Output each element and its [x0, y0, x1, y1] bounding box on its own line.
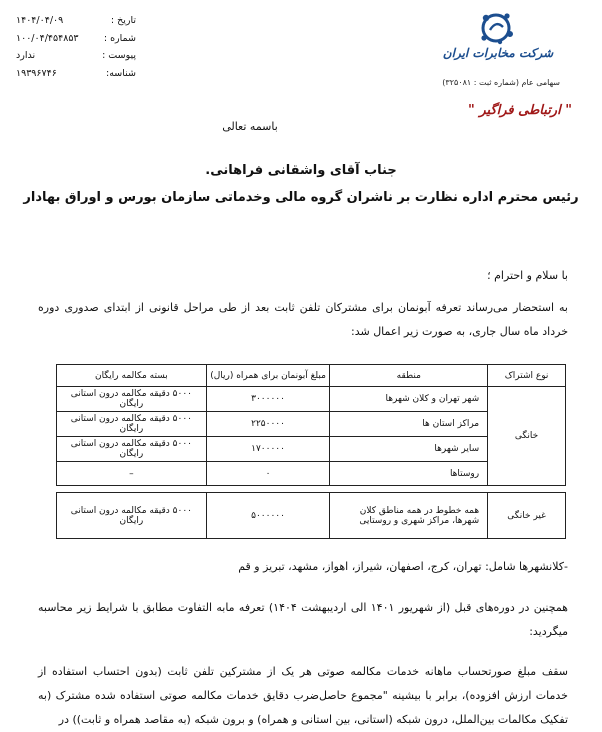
meta-date-label: تاریخ :: [110, 15, 136, 26]
table-row: [57, 493, 566, 539]
meta-number-value: ۱۰۰/۰۴/۴۵۴۸۵۳: [16, 32, 79, 44]
meta-id: [16, 65, 136, 83]
package-cell: ۵۰۰۰ دقیقه مکالمه درون استانی رایگان: [57, 412, 207, 437]
home-type-cell: خانگی: [488, 387, 566, 486]
region-cell: شهر تهران و کلان شهرها: [330, 387, 488, 412]
header-region: منطقه: [330, 365, 488, 387]
letter-meta: [16, 12, 136, 82]
package-cell: ۵۰۰۰ دقیقه مکالمه درون استانی رایگان: [57, 387, 207, 412]
company-name: شرکت مخابرات ایران: [442, 46, 554, 60]
recipient-title: رئیس محترم اداره نظارت بر ناشران گروه مالی وخدماتی سازمان بورس و اوراق بهادار: [23, 190, 579, 205]
amount-cell: ۵۰۰۰۰۰۰: [206, 493, 330, 539]
program-slogan: " ارتباطی فراگیر ": [468, 103, 572, 118]
meta-attachment-label: پیوست :: [102, 50, 136, 61]
company-registration: سهامی عام (شماره ثبت : ۳۲۵۰۸۱): [442, 78, 560, 87]
region-cell: مراکز استان ها: [330, 412, 488, 437]
previous-periods-paragraph: همچنین در دوره‌های قبل (از شهریور ۱۴۰۱ الی اردیبهشت ۱۴۰۴) تعرفه مابه التفاوت مطابق با شرایط زیر محاسبه میگردید:: [38, 601, 568, 638]
table-separator: [57, 486, 566, 493]
meta-date-value: ۱۴۰۴/۰۴/۰۹: [16, 15, 64, 26]
intro-paragraph: به استحضار می‌رساند تعرفه آبونمان برای مشترکان تلفن ثابت بعد از طی مراحل قانونی از ابتدای صدوری دوره خرداد ماه سال جاری، به صورت زیر اعمال شد:: [38, 301, 568, 338]
package-cell: ۵۰۰۰ دقیقه مکالمه درون استانی رایگان: [57, 437, 207, 462]
package-cell: ۵۰۰۰ دقیقه مکالمه درون استانی رایگان: [57, 493, 207, 539]
billing-cap-paragraph: سقف مبلغ صورتحساب ماهانه خدمات مکالمه صوتی هر یک از مشترکین تلفن ثابت (بدون احتساب استفاده از خدمات ارزش افزوده)، برابر با بیشینه "مجموع حاصل‌ضرب دقایق خدمات مکالمه صوتی استفاده شده مشترک (به تفکیک مکالمات بین‌الملل، درون شبکه (استانی، بین استانی و همراه) و برون شبکه (به مقاصد همراه و ثابت)) در: [38, 665, 568, 726]
region-cell: همه خطوط در همه مناطق کلان شهرها، مراکز شهری و روستایی: [330, 493, 488, 539]
region-cell: سایر شهرها: [330, 437, 488, 462]
meta-attachment: [16, 47, 136, 65]
separator-cell: [57, 486, 566, 493]
table-header-row: [57, 365, 566, 387]
nonhome-type-cell: غیر خانگی: [488, 493, 566, 539]
company-logo: [434, 8, 564, 88]
amount-cell: ۲۲۵۰۰۰۰: [206, 412, 330, 437]
tci-logo-icon: [476, 8, 518, 48]
greeting: با سلام و احترام ؛: [487, 269, 568, 282]
meta-id-value: ۱۹۳۹۶۷۴۶: [16, 67, 57, 79]
bismillah: باسمه تعالی: [222, 120, 278, 133]
meta-number-label: شماره :: [103, 32, 136, 44]
header-amount: مبلغ آبونمان برای همراه (ریال): [206, 365, 330, 387]
meta-date: [16, 12, 136, 30]
amount-cell: ۰: [206, 462, 330, 486]
meta-id-label: شناسه:: [106, 67, 136, 79]
region-cell: روستاها: [330, 462, 488, 486]
table-row: [57, 387, 566, 412]
metropolis-footnote: -کلانشهرها شامل: تهران، کرج، اصفهان، شیراز، اهواز، مشهد، تبریز و قم: [238, 560, 568, 573]
header-subscription-type: نوع اشتراک: [488, 365, 566, 387]
recipient-name: جناب آقای واشقانی فراهانی.: [205, 163, 397, 178]
package-cell: –: [57, 462, 207, 486]
amount-cell: ۳۰۰۰۰۰۰: [206, 387, 330, 412]
meta-number: [16, 30, 136, 48]
header-package: بسته مکالمه رایگان: [57, 365, 207, 387]
meta-attachment-value: ندارد: [16, 50, 36, 61]
tariff-table: [56, 364, 566, 539]
amount-cell: ۱۷۰۰۰۰۰: [206, 437, 330, 462]
